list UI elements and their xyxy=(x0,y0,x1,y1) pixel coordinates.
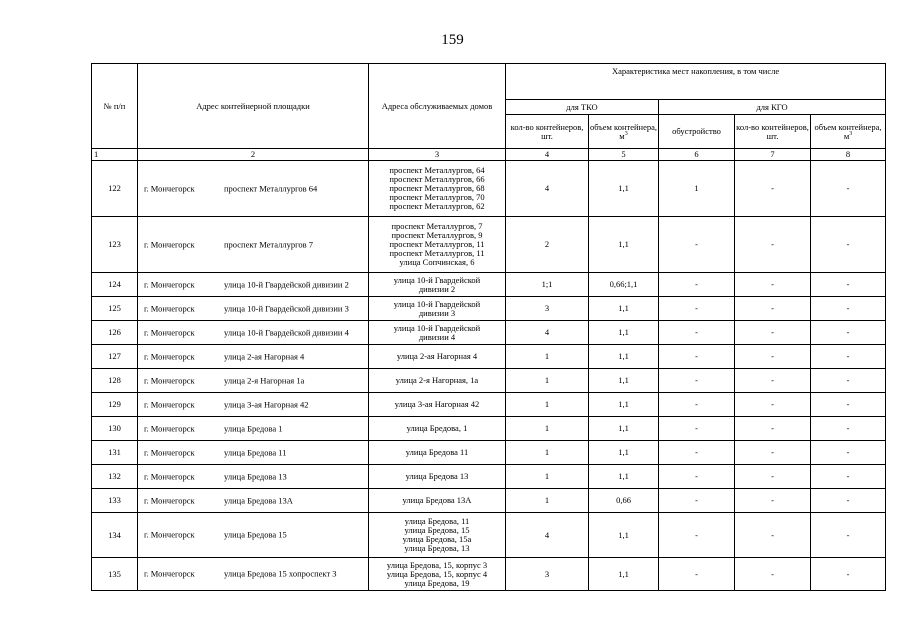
tko-volume: 1,1 xyxy=(589,297,659,321)
kgo-count: - xyxy=(735,297,811,321)
served-house: проспект Металлургов, 11 xyxy=(389,239,485,249)
table-row xyxy=(92,417,886,441)
header-kgo-volume: объем контейнера, $м^3$ xyxy=(811,115,886,149)
site-street: улица Бредова 15 хопроспект 3 xyxy=(224,568,337,579)
site-street: улица 2-ая Нагорная 4 xyxy=(224,351,305,361)
site-address xyxy=(138,297,369,321)
served-houses xyxy=(369,441,506,465)
kgo-equipment: - xyxy=(659,217,735,273)
served-house: улица Бредова 11 xyxy=(405,447,469,457)
header-houses: Адреса обслуживаемых домов xyxy=(369,64,506,149)
site-city: г. Мончегорск xyxy=(144,568,195,579)
tko-count: 1 xyxy=(506,369,589,393)
header-kgo-equipment: обустройство xyxy=(659,115,735,149)
table-row xyxy=(92,217,886,273)
table-row xyxy=(92,465,886,489)
site-city: г. Мончегорск xyxy=(144,327,195,337)
site-address xyxy=(138,489,369,513)
served-house: улица 10-й Гвардейской xyxy=(393,322,481,333)
site-city: г. Мончегорск xyxy=(144,183,195,193)
served-house: проспект Металлургов, 62 xyxy=(389,201,485,211)
served-house: улица Бредова, 15, корпус 4 xyxy=(386,568,488,579)
served-house: улица Бредова 13 xyxy=(405,471,469,481)
kgo-count: - xyxy=(735,393,811,417)
served-houses xyxy=(369,297,506,321)
tko-volume: 0,66 xyxy=(589,489,659,513)
served-house: улица Бредова, 11 xyxy=(404,516,470,526)
tko-volume: 1,1 xyxy=(589,417,659,441)
site-city: г. Мончегорск xyxy=(144,495,195,505)
kgo-volume: - xyxy=(811,417,886,441)
table-row xyxy=(92,273,886,297)
tko-count: 4 xyxy=(506,161,589,217)
header-address: Адрес контейнерной площадки xyxy=(138,64,369,149)
kgo-equipment: - xyxy=(659,417,735,441)
served-house: проспект Металлургов, 66 xyxy=(389,174,485,184)
served-house: улица Бредова, 19 xyxy=(404,577,470,588)
table-row xyxy=(92,441,886,465)
kgo-volume: - xyxy=(811,273,886,297)
tko-count: 3 xyxy=(506,558,589,591)
tko-volume: 1,1 xyxy=(589,393,659,417)
table-row xyxy=(92,161,886,217)
kgo-equipment: - xyxy=(659,321,735,345)
row-number: 130 xyxy=(92,417,138,441)
site-street: улица 10-й Гвардейской дивизии 3 xyxy=(224,303,349,313)
site-address xyxy=(138,513,369,558)
served-house: дивизии 3 xyxy=(418,307,456,318)
table-row xyxy=(92,321,886,345)
tko-volume: 1,1 xyxy=(589,513,659,558)
served-house: проспект Металлургов, 7 xyxy=(391,221,483,231)
header-kgo: для КГО xyxy=(659,100,886,115)
kgo-count: - xyxy=(735,513,811,558)
kgo-volume: - xyxy=(811,513,886,558)
table-row xyxy=(92,345,886,369)
site-street: улица Бредова 13А xyxy=(224,495,293,505)
site-city: г. Мончегорск xyxy=(144,529,195,540)
header-tko: для ТКО xyxy=(506,100,659,115)
container-sites-table xyxy=(91,63,886,591)
kgo-volume: - xyxy=(811,558,886,591)
kgo-equipment: - xyxy=(659,465,735,489)
kgo-count: - xyxy=(735,369,811,393)
site-address xyxy=(138,161,369,217)
kgo-equipment: - xyxy=(659,273,735,297)
site-street: проспект Металлургов 7 xyxy=(224,239,313,249)
kgo-volume: - xyxy=(811,369,886,393)
site-address xyxy=(138,321,369,345)
kgo-count: - xyxy=(735,465,811,489)
kgo-count: - xyxy=(735,489,811,513)
kgo-volume: - xyxy=(811,217,886,273)
kgo-volume: - xyxy=(811,441,886,465)
served-house: улица 2-я Нагорная, 1а xyxy=(395,375,479,385)
table-row xyxy=(92,393,886,417)
row-number: 134 xyxy=(92,513,138,558)
tko-volume: 1,1 xyxy=(589,345,659,369)
site-address xyxy=(138,345,369,369)
column-number-cell: 2 xyxy=(138,149,369,161)
kgo-equipment: - xyxy=(659,513,735,558)
served-house: проспект Металлургов, 11 xyxy=(389,248,485,258)
served-houses xyxy=(369,161,506,217)
table-row xyxy=(92,297,886,321)
kgo-count: - xyxy=(735,345,811,369)
served-house: проспект Металлургов, 64 xyxy=(389,165,485,175)
site-city: г. Мончегорск xyxy=(144,239,195,249)
column-number-cell: 5 xyxy=(589,149,659,161)
row-number: 122 xyxy=(92,161,138,217)
site-street: улица Бредова 15 xyxy=(224,529,287,540)
site-city: г. Мончегорск xyxy=(144,447,195,457)
served-houses xyxy=(369,465,506,489)
row-number: 125 xyxy=(92,297,138,321)
kgo-equipment: - xyxy=(659,393,735,417)
kgo-equipment: - xyxy=(659,297,735,321)
served-houses xyxy=(369,558,506,591)
tko-volume: 1,1 xyxy=(589,441,659,465)
row-number: 131 xyxy=(92,441,138,465)
site-city: г. Мончегорск xyxy=(144,399,195,409)
served-houses xyxy=(369,489,506,513)
site-street: улица Бредова 13 xyxy=(224,471,287,481)
site-street: улица Бредова 1 xyxy=(224,423,283,433)
served-house: улица Бредова, 15 xyxy=(404,525,470,535)
tko-count: 1 xyxy=(506,345,589,369)
tko-count: 1 xyxy=(506,393,589,417)
column-number-cell: 7 xyxy=(735,149,811,161)
table-row xyxy=(92,489,886,513)
tko-count: 2 xyxy=(506,217,589,273)
kgo-count: - xyxy=(735,558,811,591)
site-city: г. Мончегорск xyxy=(144,279,195,289)
site-street: улица 10-й Гвардейской дивизии 4 xyxy=(224,327,349,337)
column-number-cell: 4 xyxy=(506,149,589,161)
kgo-count: - xyxy=(735,161,811,217)
row-number: 123 xyxy=(92,217,138,273)
site-street: проспект Металлургов 64 xyxy=(224,183,318,193)
site-street: улица 10-й Гвардейской дивизии 2 xyxy=(224,279,349,289)
tko-volume: 1,1 xyxy=(589,465,659,489)
header-kgo-count: кол-во контейнеров, шт. xyxy=(735,115,811,149)
served-house: улица Бредова, 1 xyxy=(406,423,468,433)
table-row xyxy=(92,369,886,393)
row-number: 127 xyxy=(92,345,138,369)
served-houses xyxy=(369,393,506,417)
site-address xyxy=(138,217,369,273)
table-row xyxy=(92,558,886,591)
served-houses xyxy=(369,345,506,369)
column-number-cell: 1 xyxy=(92,149,138,161)
kgo-count: - xyxy=(735,321,811,345)
tko-count: 1 xyxy=(506,489,589,513)
tko-count: 1 xyxy=(506,465,589,489)
site-address xyxy=(138,273,369,297)
header-tko-volume: объем контейнера, $м^3$ xyxy=(589,115,659,149)
served-house: улица Бредова, 15а xyxy=(402,534,472,544)
served-houses xyxy=(369,417,506,441)
site-city: г. Мончегорск xyxy=(144,303,195,313)
served-house: улица 10-й Гвардейской xyxy=(393,298,481,309)
served-house: дивизии 2 xyxy=(418,283,456,294)
served-houses xyxy=(369,369,506,393)
site-address xyxy=(138,465,369,489)
kgo-volume: - xyxy=(811,297,886,321)
kgo-equipment: - xyxy=(659,369,735,393)
row-number: 124 xyxy=(92,273,138,297)
served-house: улица 3-ая Нагорная 42 xyxy=(394,399,480,409)
tko-count: 1;1 xyxy=(506,273,589,297)
served-house: проспект Металлургов, 68 xyxy=(389,183,485,193)
site-address xyxy=(138,369,369,393)
site-address xyxy=(138,558,369,591)
kgo-equipment: - xyxy=(659,489,735,513)
kgo-volume: - xyxy=(811,393,886,417)
row-number: 133 xyxy=(92,489,138,513)
served-house: улица Бредова 13А xyxy=(402,495,472,505)
row-number: 126 xyxy=(92,321,138,345)
row-number: 128 xyxy=(92,369,138,393)
kgo-equipment: - xyxy=(659,558,735,591)
served-houses xyxy=(369,321,506,345)
tko-count: 3 xyxy=(506,297,589,321)
tko-count: 4 xyxy=(506,321,589,345)
tko-volume: 0,66;1,1 xyxy=(589,273,659,297)
kgo-count: - xyxy=(735,417,811,441)
site-city: г. Мончегорск xyxy=(144,351,195,361)
site-street: улица Бредова 11 xyxy=(224,447,287,457)
site-city: г. Мончегорск xyxy=(144,423,195,433)
kgo-volume: - xyxy=(811,345,886,369)
page-number: 159 xyxy=(441,32,464,48)
tko-count: 1 xyxy=(506,417,589,441)
site-city: г. Мончегорск xyxy=(144,471,195,481)
column-number-cell: 8 xyxy=(811,149,886,161)
column-number-cell: 3 xyxy=(369,149,506,161)
kgo-equipment: 1 xyxy=(659,161,735,217)
kgo-count: - xyxy=(735,273,811,297)
kgo-count: - xyxy=(735,217,811,273)
kgo-volume: - xyxy=(811,465,886,489)
site-city: г. Мончегорск xyxy=(144,375,195,385)
table-row xyxy=(92,513,886,558)
tko-volume: 1,1 xyxy=(589,369,659,393)
kgo-volume: - xyxy=(811,321,886,345)
site-street: улица 2-я Нагорная 1а xyxy=(224,375,305,385)
served-house: улица 2-ая Нагорная 4 xyxy=(396,351,478,361)
served-houses xyxy=(369,217,506,273)
tko-volume: 1,1 xyxy=(589,321,659,345)
kgo-volume: - xyxy=(811,161,886,217)
served-house: улица Сопчинская, 6 xyxy=(399,257,475,267)
tko-volume: 1,1 xyxy=(589,161,659,217)
row-number: 129 xyxy=(92,393,138,417)
kgo-equipment: - xyxy=(659,441,735,465)
served-house: дивизии 4 xyxy=(418,331,456,342)
site-address xyxy=(138,441,369,465)
served-houses xyxy=(369,513,506,558)
kgo-count: - xyxy=(735,441,811,465)
header-characteristics: Характеристика мест накопления, в том числе xyxy=(506,64,886,100)
served-house: улица 10-й Гвардейской xyxy=(393,274,481,285)
column-numbers-row xyxy=(92,149,886,161)
kgo-volume: - xyxy=(811,489,886,513)
column-number-cell: 6 xyxy=(659,149,735,161)
served-houses xyxy=(369,273,506,297)
served-house: проспект Металлургов, 70 xyxy=(389,192,485,202)
tko-count: 1 xyxy=(506,441,589,465)
site-street: улица 3-ая Нагорная 42 xyxy=(224,399,309,409)
served-house: проспект Металлургов, 9 xyxy=(391,230,483,240)
tko-count: 4 xyxy=(506,513,589,558)
header-num: № п/п xyxy=(92,64,138,149)
kgo-equipment: - xyxy=(659,345,735,369)
row-number: 135 xyxy=(92,558,138,591)
site-address xyxy=(138,393,369,417)
served-house: улица Бредова, 13 xyxy=(404,543,470,553)
header-tko-count: кол-во контейнеров, шт. xyxy=(506,115,589,149)
tko-volume: 1,1 xyxy=(589,558,659,591)
served-house: улица Бредова, 15, корпус 3 xyxy=(386,559,488,570)
site-address xyxy=(138,417,369,441)
tko-volume: 1,1 xyxy=(589,217,659,273)
row-number: 132 xyxy=(92,465,138,489)
